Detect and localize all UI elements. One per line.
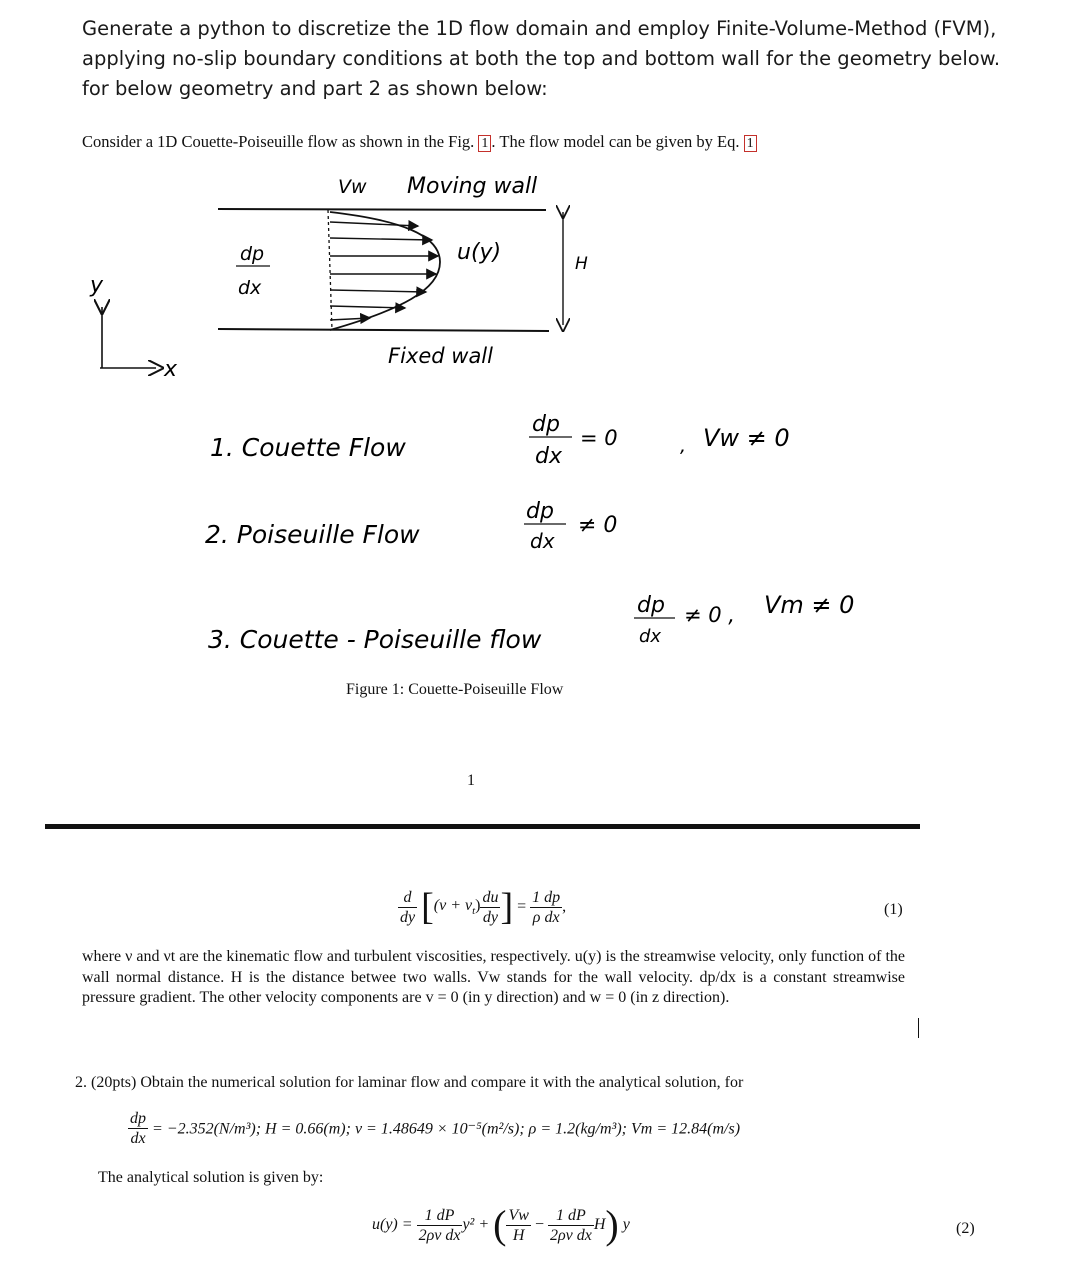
eq2-minus: − bbox=[534, 1216, 544, 1233]
case2-label: 2. Poiseuille Flow bbox=[205, 520, 420, 549]
case1-extra-condition: Vw ≠ 0 bbox=[703, 424, 790, 452]
intro-before: Consider a 1D Couette-Poiseuille flow as shown in the Fig. bbox=[82, 132, 475, 151]
eq1-viscosity: $(\nu + \nu_t)$ bbox=[433, 896, 481, 918]
moving-wall-label: Moving wall bbox=[407, 174, 538, 199]
param-dpdx: $\frac{dp}{dx}$ bbox=[130, 1110, 146, 1147]
axis-y-label: y bbox=[90, 273, 104, 298]
case3-dp: dp bbox=[637, 593, 665, 618]
flow-sketch bbox=[0, 160, 1071, 700]
figure-caption: Figure 1: Couette-Poiseuille Flow bbox=[346, 681, 564, 698]
page-divider bbox=[45, 824, 920, 829]
fixed-wall-label: Fixed wall bbox=[388, 344, 493, 368]
velocity-profile-curve bbox=[330, 212, 440, 330]
height-label: H bbox=[575, 254, 588, 274]
page-number: 1 bbox=[467, 772, 475, 789]
profile-baseline bbox=[328, 210, 332, 330]
intro-middle: . The flow model can be given by Eq. bbox=[491, 132, 740, 151]
velocity-arrows bbox=[330, 222, 438, 320]
case2-dp: dp bbox=[526, 499, 554, 524]
eq1-right-bracket: ] bbox=[500, 886, 514, 928]
eq2-frac3: $\frac{1 dP}{\text{2ρν dx}}$ bbox=[549, 1206, 592, 1244]
eq2-frac1: $\frac{1 dP}{\text{2ρν dx}}$ bbox=[418, 1206, 461, 1244]
eq2-y2-plus: y² + bbox=[462, 1216, 490, 1233]
wall-velocity-label: Vw bbox=[338, 176, 367, 198]
axis-x-label: x bbox=[164, 357, 178, 382]
eq1-du-dy: $\frac{du}{dy}$ bbox=[482, 888, 499, 926]
equation-1 bbox=[398, 888, 566, 926]
case1-dp: dp bbox=[532, 412, 560, 437]
eq1-comma: , bbox=[562, 898, 567, 915]
case1-relation: = 0 bbox=[580, 426, 618, 450]
case1-label: 1. Couette Flow bbox=[210, 433, 406, 462]
eq2-lhs: u(y) = bbox=[372, 1216, 413, 1233]
sketch-dp-label: dp bbox=[240, 243, 265, 265]
prompt-text: Generate a python to discretize the 1D flow domain and employ Finite-Volume-Method (FVM), applying no-slip boundary conditions at both the top and bottom wall for the geometry below. for below geometry and part 2 as shown below: bbox=[82, 17, 1001, 100]
fixed-wall-line bbox=[218, 329, 549, 331]
case1-dx: dx bbox=[535, 444, 562, 469]
eq2-left-paren: ( bbox=[493, 1202, 507, 1247]
case3-label: 3. Couette - Poiseuille flow bbox=[208, 625, 542, 654]
param-values: = −2.352(N/m³); H = 0.66(m); ν = 1.48649 × 10⁻⁵(m²/s); ρ = 1.2(kg/m³); Vm = 12.84(m/s) bbox=[152, 1120, 741, 1138]
case2-relation: ≠ 0 bbox=[578, 513, 618, 538]
eq2-frac2: $\frac{Vw}{H}$ bbox=[508, 1206, 529, 1244]
figure-ref-link[interactable]: 1 bbox=[478, 135, 491, 152]
case1-separator: , bbox=[680, 435, 687, 457]
text-cursor bbox=[918, 1018, 919, 1038]
problem-statement: 2. (20pts) Obtain the numerical solution for laminar flow and compare it with the analytical solution, for bbox=[75, 1074, 744, 1091]
equation-ref-link[interactable]: 1 bbox=[744, 135, 757, 152]
coordinate-axes bbox=[100, 307, 156, 368]
moving-wall-line bbox=[218, 209, 546, 210]
parameter-line bbox=[128, 1110, 740, 1147]
case2-dx: dx bbox=[530, 529, 555, 553]
velocity-u-label: u(y) bbox=[457, 240, 502, 265]
variable-definitions-paragraph: where ν and νt are the kinematic flow and turbulent viscosities, respectively. u(y) is the streamwise velocity, only function of the wall normal distance. H is the distance betwee two walls. Vw stands for the wall velocity. dp/dx is a constant streamwise pressure gradient. The other velocity components are v = 0 (in y direction) and w = 0 (in z direction). bbox=[82, 948, 905, 1006]
equation-1-number: (1) bbox=[884, 901, 903, 918]
analytical-intro: The analytical solution is given by: bbox=[98, 1169, 324, 1186]
intro-line bbox=[82, 132, 757, 152]
case3-dx: dx bbox=[639, 626, 662, 647]
eq1-d-dy: $\frac{d}{dy}$ bbox=[400, 888, 416, 926]
equation-2-number: (2) bbox=[956, 1220, 975, 1237]
eq2-y: y bbox=[622, 1216, 630, 1233]
equation-2 bbox=[372, 1202, 630, 1247]
eq1-rhs: $\frac{1 dp}{\text{ρ dx}}$ bbox=[532, 888, 561, 926]
case3-extra-condition: Vm ≠ 0 bbox=[764, 591, 855, 619]
case3-relation: ≠ 0 , bbox=[684, 603, 735, 627]
eq2-right-paren: ) bbox=[605, 1202, 619, 1247]
eq2-H: H bbox=[593, 1216, 606, 1233]
sketch-dx-label: dx bbox=[238, 277, 262, 299]
eq1-left-bracket: [ bbox=[421, 886, 434, 928]
eq1-equals: = bbox=[517, 898, 527, 915]
